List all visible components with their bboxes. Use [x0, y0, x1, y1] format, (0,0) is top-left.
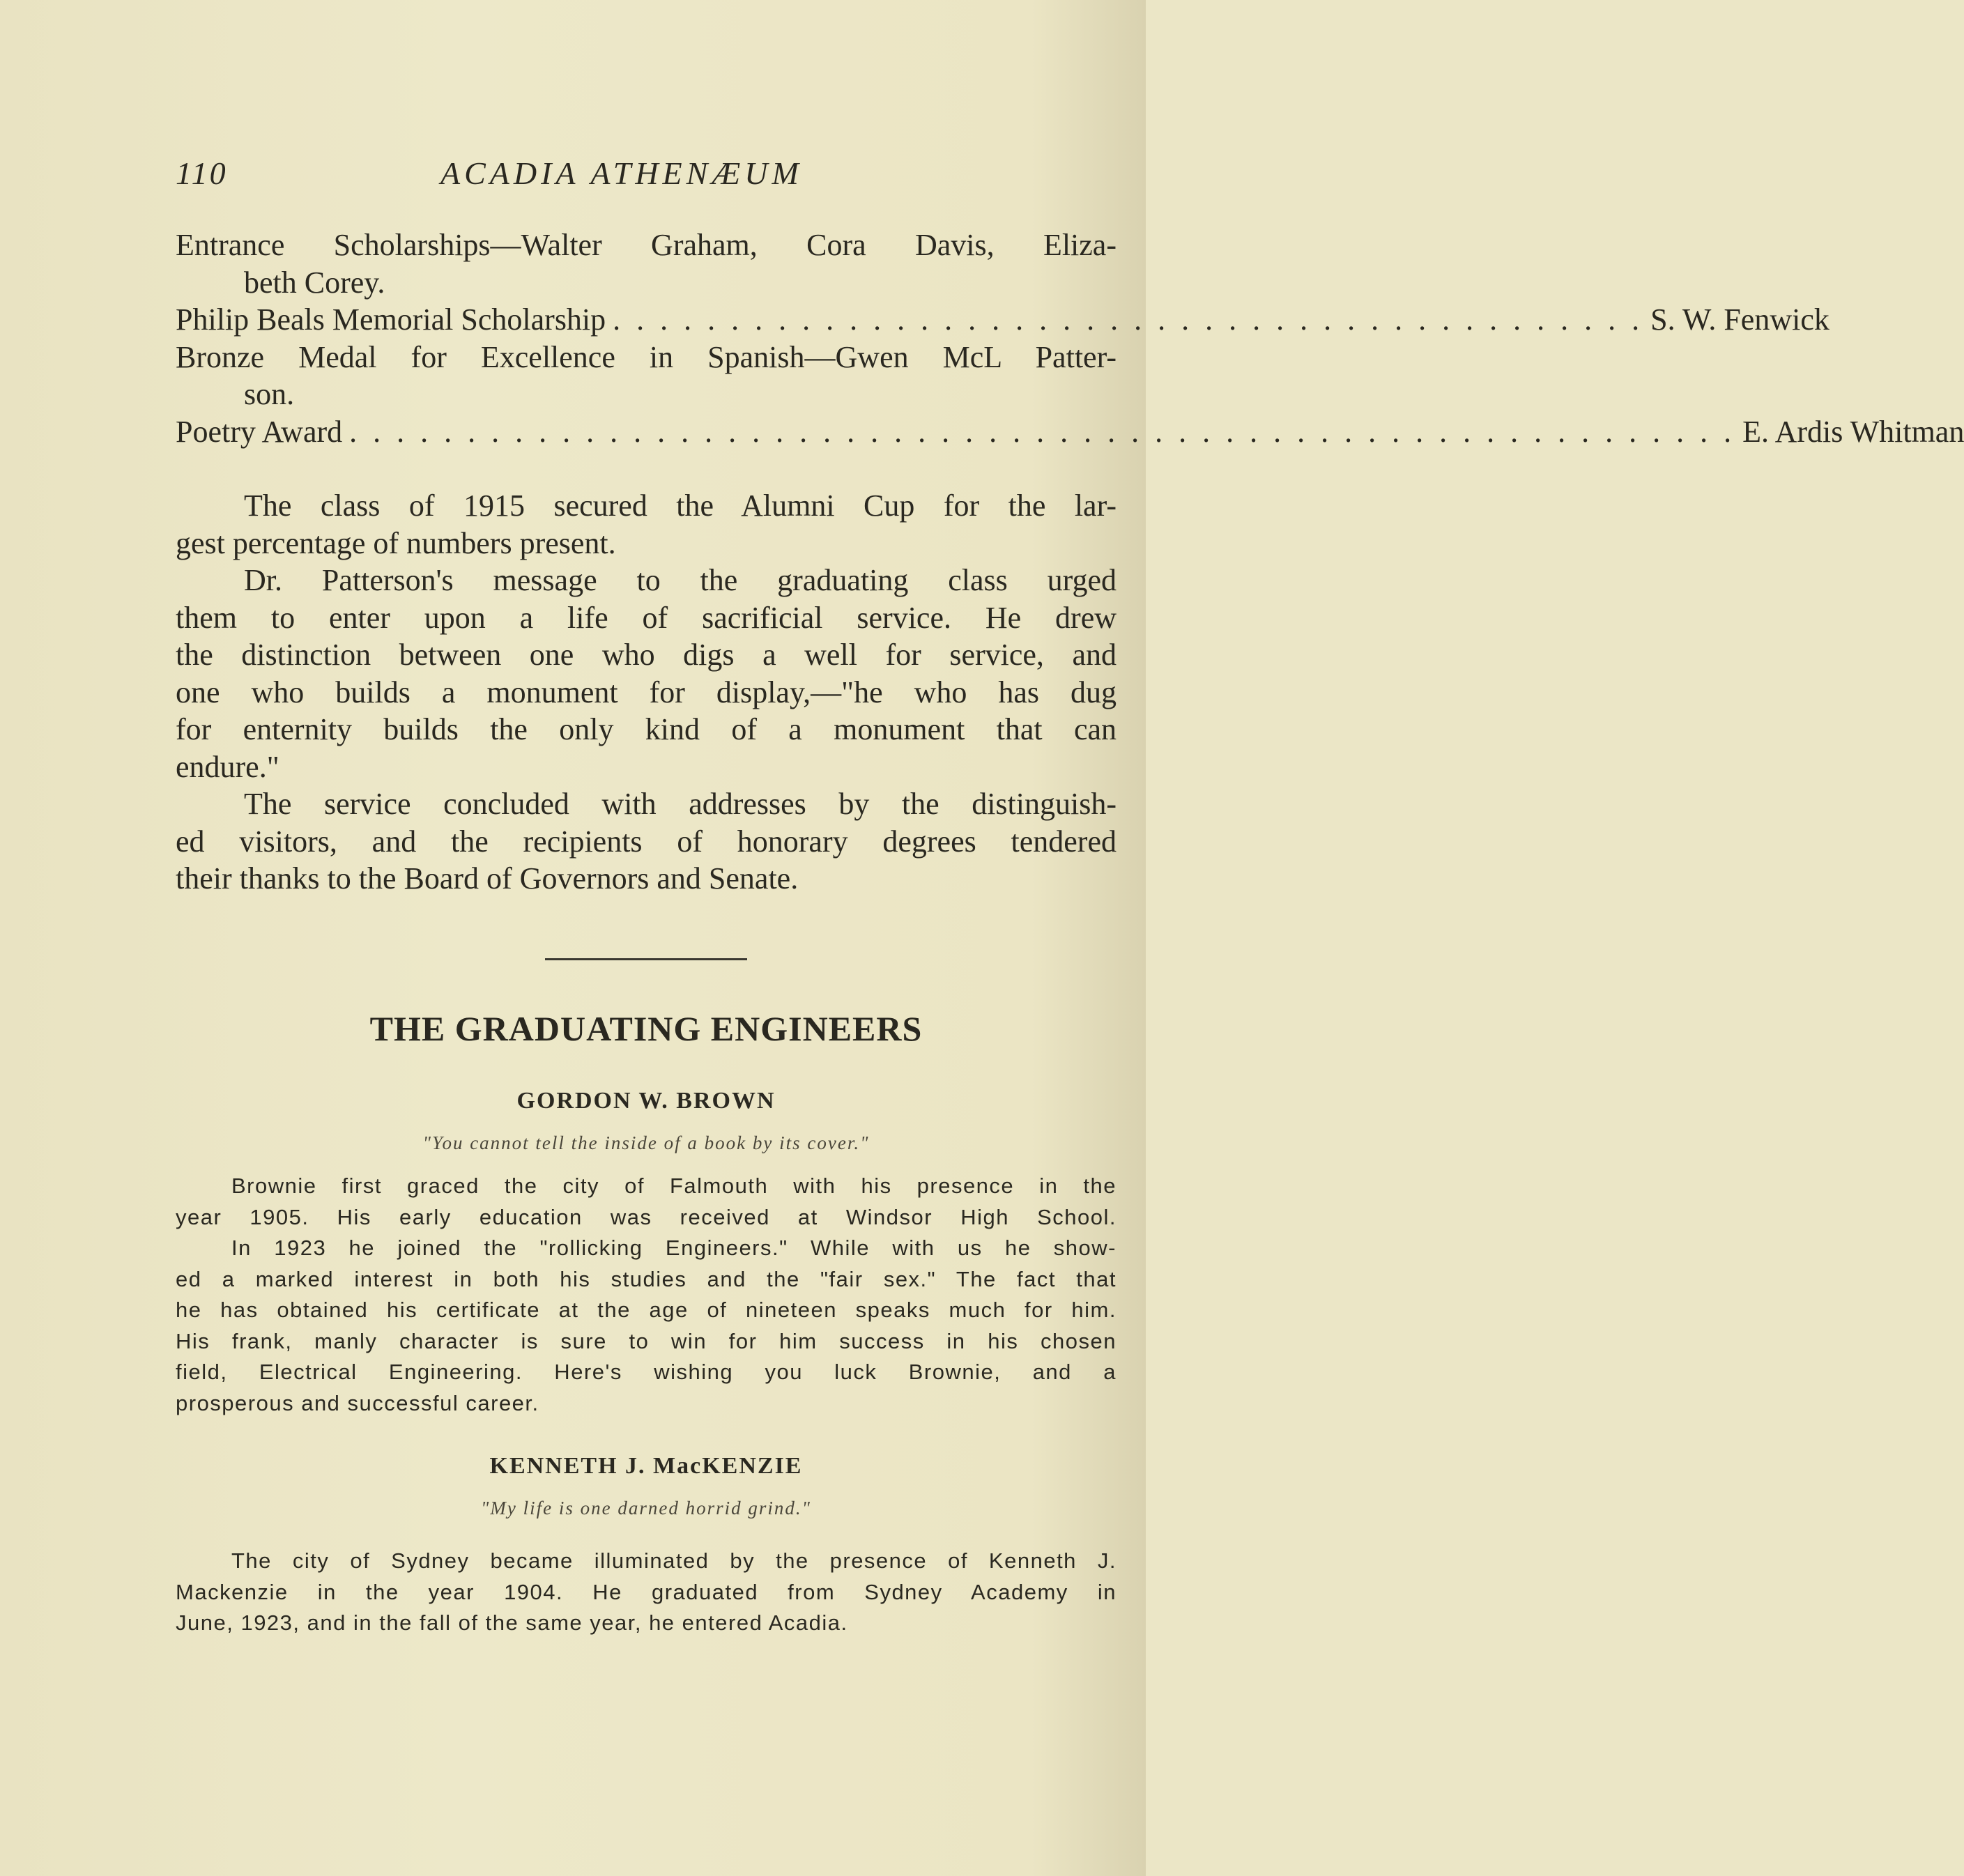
spacer	[176, 1164, 1117, 1171]
engineers-section	[176, 1080, 1117, 1639]
section-title: THE GRADUATING ENGINEERS	[369, 1009, 923, 1048]
entrance-scholarships-cont: beth Corey.	[244, 265, 385, 300]
para-1-line: gest percentage of numbers present.	[176, 525, 616, 560]
beals-value: S. W. Fenwick	[1650, 302, 1829, 337]
leader-dots: . . . . . . . . . . . . . . . . . . . . . . . . . . . . . . . . . . . . . . . . . . . .	[613, 302, 1644, 337]
poetry-value: E. Ardis Whitman	[1742, 414, 1964, 449]
bio-line: ed a marked interest in both his studies and the "fair sex." The fact that	[176, 1266, 1117, 1291]
spacer	[176, 450, 1117, 487]
bio-line: The city of Sydney became illuminated by the presence of Kenneth J.	[231, 1548, 1117, 1573]
para-3-line: ed visitors, and the recipients of honorary degrees tendered	[176, 824, 1117, 859]
running-header	[176, 155, 1117, 197]
bio-line: June, 1923, and in the fall of the same year, he entered Acadia.	[176, 1610, 848, 1635]
bronze-medal-cont: son.	[244, 377, 295, 411]
para-2-line: them to enter upon a life of sacrificial service. He drew	[176, 600, 1117, 635]
leader-dots: . . . . . . . . . . . . . . . . . . . . . . . . . . . . . . . . . . . . . . . . . . . . . . . . . . . . . . . . . . .	[349, 414, 1736, 449]
poetry-award	[176, 413, 1964, 451]
graduate-motto: "My life is one darned horrid grind."	[481, 1498, 811, 1519]
para-1-line: The class of 1915 secured the Alumni Cup for the lar-	[244, 489, 1117, 523]
bio-line: His frank, manly character is sure to win for him success in his chosen	[176, 1328, 1117, 1353]
para-3-line: The service concluded with addresses by the distinguish-	[244, 787, 1117, 821]
para-2-line: endure."	[176, 749, 279, 784]
bio-line: Brownie first graced the city of Falmouth with his presence in the	[231, 1174, 1117, 1198]
bio-line: prosperous and successful career.	[176, 1390, 539, 1415]
para-2-line: for enternity builds the only kind of a monument that can	[176, 712, 1117, 746]
bronze-medal: Bronze Medal for Excellence in Spanish—Gwen McL Patter-	[176, 339, 1117, 374]
graduate-motto: "You cannot tell the inside of a book by its cover."	[422, 1132, 870, 1153]
bio-line: field, Electrical Engineering. Here's wishing you luck Brownie, and a	[176, 1360, 1117, 1384]
awards-and-text	[176, 226, 1964, 898]
bio-line: Mackenzie in the year 1904. He graduated from Sydney Academy in	[176, 1579, 1117, 1604]
graduate-name: KENNETH J. MacKENZIE	[489, 1453, 803, 1479]
section-divider	[545, 958, 747, 960]
journal-title: ACADIA ATHENÆUM	[440, 155, 803, 191]
bio-line: year 1905. His early education was received at Windsor High School.	[176, 1204, 1117, 1229]
para-3-line: their thanks to the Board of Governors and Senate.	[176, 861, 799, 895]
bio-line: he has obtained his certificate at the age of nineteen speaks much for him.	[176, 1298, 1117, 1322]
poetry-label: Poetry Award	[176, 414, 343, 449]
bio-line: In 1923 he joined the "rollicking Engineers." While with us he show-	[231, 1236, 1117, 1260]
para-2-line: the distinction between one who digs a well for service, and	[176, 638, 1117, 672]
spacer	[176, 1529, 1117, 1546]
page-number: 110	[176, 155, 228, 191]
beals-scholarship	[176, 301, 1829, 339]
entrance-scholarships: Entrance Scholarships—Walter Graham, Cora Davis, Eliza-	[176, 228, 1117, 262]
beals-label: Philip Beals Memorial Scholarship	[176, 302, 606, 337]
graduate-name: GORDON W. BROWN	[516, 1088, 776, 1114]
para-2-line: one who builds a monument for display,—"he who has dug	[176, 675, 1117, 709]
spacer	[176, 1419, 1117, 1445]
para-2-line: Dr. Patterson's message to the graduating class urged	[244, 563, 1117, 597]
